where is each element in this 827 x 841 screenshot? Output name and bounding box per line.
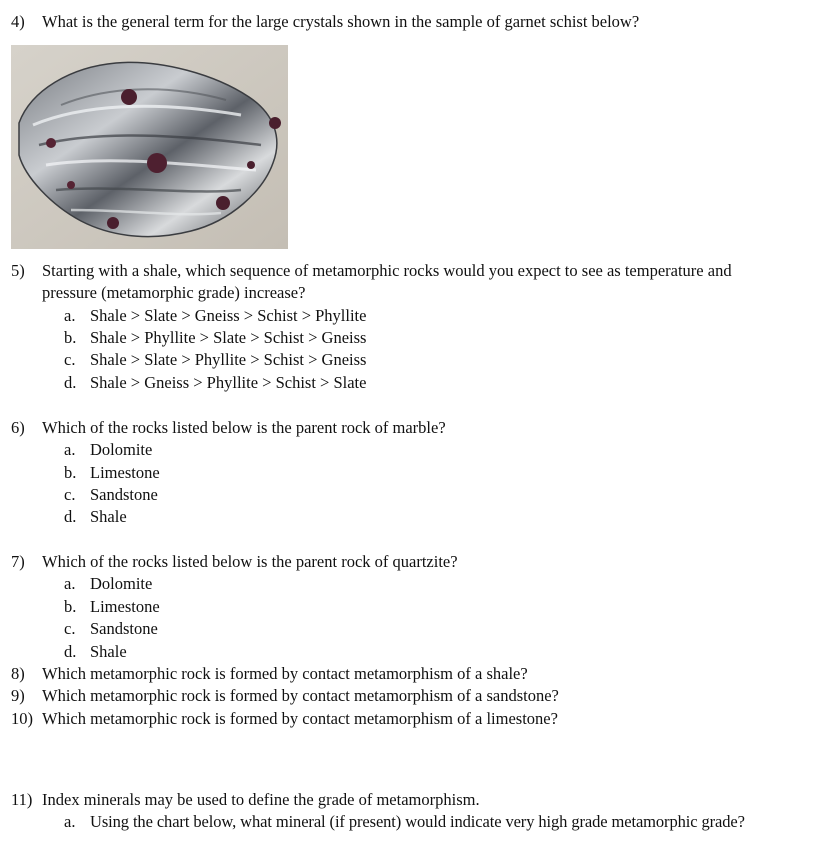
question-7-text: Which of the rocks listed below is the parent rock of quartzite? xyxy=(42,552,458,571)
question-9-number: 9) xyxy=(11,686,25,705)
question-5-text-line-1: Starting with a shale, which sequence of metamorphic rocks would you expect to see as temperature and xyxy=(42,261,732,280)
question-9-text: Which metamorphic rock is formed by contact metamorphism of a sandstone? xyxy=(42,686,559,705)
question-8-text: Which metamorphic rock is formed by contact metamorphism of a shale? xyxy=(42,664,528,683)
question-6-option-c-letter: c. xyxy=(64,485,76,504)
question-5-option-b-text: Shale > Phyllite > Slate > Schist > Gneiss xyxy=(90,328,367,347)
question-7-option-d-text: Shale xyxy=(90,642,127,661)
question-7-option-d-letter: d. xyxy=(64,642,77,661)
question-6-option-a-text: Dolomite xyxy=(90,440,153,459)
question-7-option-c-letter: c. xyxy=(64,619,76,638)
question-5-option-a-letter: a. xyxy=(64,306,76,325)
question-7-option-b-letter: b. xyxy=(64,597,77,616)
question-11-text: Index minerals may be used to define the grade of metamorphism. xyxy=(42,790,480,809)
question-6-text: Which of the rocks listed below is the parent rock of marble? xyxy=(42,418,446,437)
question-7-number: 7) xyxy=(11,552,25,571)
question-5-option-d-text: Shale > Gneiss > Phyllite > Schist > Slate xyxy=(90,373,367,392)
question-11-number: 11) xyxy=(11,790,33,809)
question-7-option-a-letter: a. xyxy=(64,574,76,593)
question-4-text: What is the general term for the large crystals shown in the sample of garnet schist below? xyxy=(42,12,640,31)
question-6-option-c-text: Sandstone xyxy=(90,485,158,504)
question-6-number: 6) xyxy=(11,418,25,437)
question-5-text-line-2: pressure (metamorphic grade) increase? xyxy=(42,283,306,302)
question-5-option-a-text: Shale > Slate > Gneiss > Schist > Phyllite xyxy=(90,306,367,325)
question-11-option-a-text: Using the chart below, what mineral (if present) would indicate very high grade metamorphic grade? xyxy=(90,812,745,831)
question-6-option-a-letter: a. xyxy=(64,440,76,459)
question-5-option-c-text: Shale > Slate > Phyllite > Schist > Gneiss xyxy=(90,350,367,369)
question-7-option-b-text: Limestone xyxy=(90,597,160,616)
question-6-option-b-text: Limestone xyxy=(90,463,160,482)
question-6-option-b-letter: b. xyxy=(64,463,77,482)
question-5-number: 5) xyxy=(11,261,25,280)
question-11-option-a-letter: a. xyxy=(64,812,76,831)
question-5-option-c-letter: c. xyxy=(64,350,76,369)
question-8-number: 8) xyxy=(11,664,25,683)
question-5-option-b-letter: b. xyxy=(64,328,77,347)
garnet-schist-photo xyxy=(11,45,288,249)
garnet-schist-image xyxy=(11,45,288,249)
question-5-option-d-letter: d. xyxy=(64,373,77,392)
question-6-option-d-letter: d. xyxy=(64,507,77,526)
question-10-text: Which metamorphic rock is formed by contact metamorphism of a limestone? xyxy=(42,709,558,728)
question-10-number: 10) xyxy=(11,709,33,728)
question-7-option-a-text: Dolomite xyxy=(90,574,153,593)
question-4-number: 4) xyxy=(11,12,25,31)
question-7-option-c-text: Sandstone xyxy=(90,619,158,638)
question-6-option-d-text: Shale xyxy=(90,507,127,526)
